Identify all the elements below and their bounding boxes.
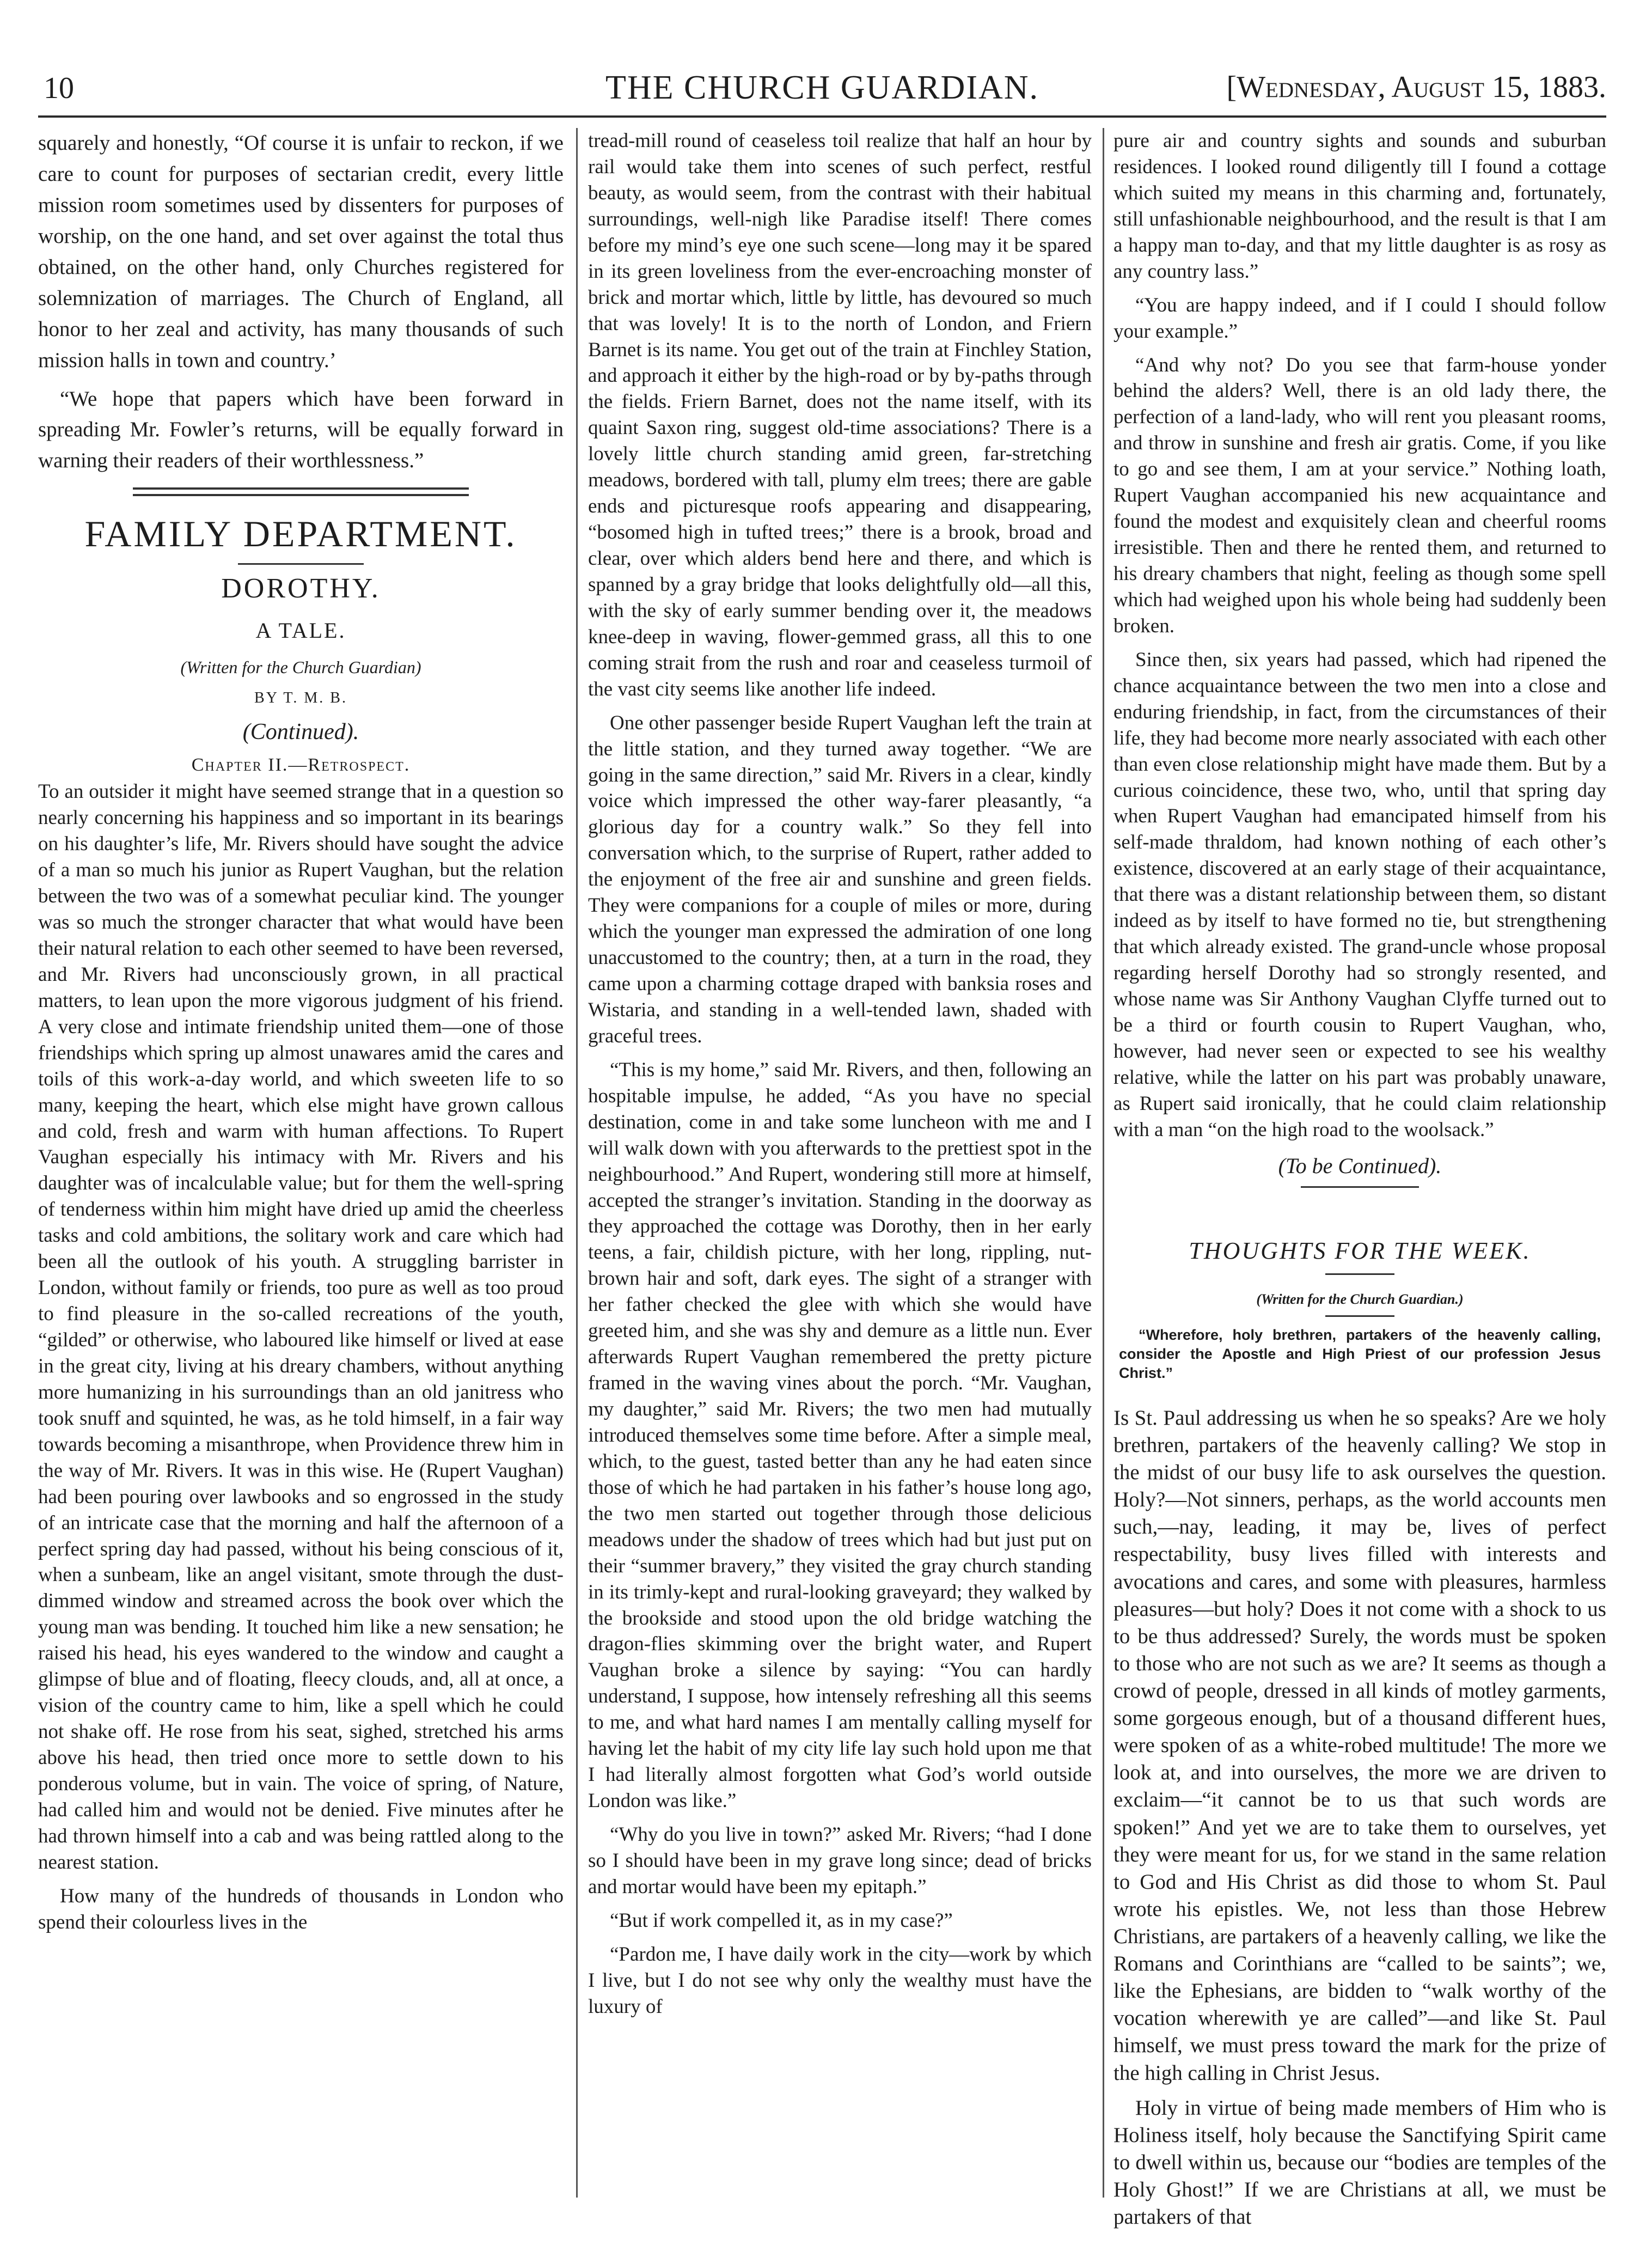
column-3 (1113, 128, 1606, 2229)
page-number: 10 (44, 71, 74, 105)
paragraph: How many of the hundreds of thousands in London who spend their colourless lives in the (38, 1884, 564, 1933)
paragraph: “And why not? Do you see that farm-house yonder behind the alders? Well, there is an old lady there, the perfection of a land-lady, who will rent you pleasant rooms, and throw in sunshine and fresh air gratis. Come, if you like to go and see them, I am at your service.” Nothing loath, Rupert Vaughan accompanied his new acquaintance and found the modest and exquisitely clean and cheerful rooms irresistible. Then and there he rented them, and returned to his dreary chambers that night, feeling as though some spell which had weighed upon his whole being had suddenly been broken. (1113, 353, 1606, 637)
written-for-note: (Written for the Church Guardian.) (1256, 1291, 1464, 1307)
newspaper-page (38, 33, 1606, 2233)
written-for-note: (Written for the Church Guardian) (180, 657, 421, 678)
department-heading: FAMILY DEPARTMENT. (84, 513, 517, 555)
section-heading: THOUGHTS FOR THE WEEK. (1189, 1237, 1531, 1264)
paragraph: One other passenger beside Rupert Vaughan left the train at the little station, and they turned away together. “We are going in the same direction,” said Mr. Rivers in a clear, kindly voice which impressed the other way-farer pleasantly, “a glorious day for a country walk.” So they fell into conversation which, to the surprise of Rupert, rather added to the enjoyment of the free air and sunshine and green fields. They were companions for a couple of miles or more, during which the younger man expressed the admiration of one long unaccustomed to the country; then, at a turn in the road, they came upon a charming cottage draped with banksia roses and Wistaria, and standing in a well-tended lawn, shaded with graceful trees. (588, 711, 1092, 1047)
paragraph: To an outsider it might have seemed strange that in a question so nearly concerning his happiness and so important in its bearings on his daughter’s life, Mr. Rivers should have sought the advice of a man so much his junior as Rupert Vaughan, but the relation between the two was of a somewhat peculiar kind. The younger was so much the stronger character that what would have been their natural relation to each other seemed to have been reversed, and Mr. Rivers had unconsciously grown, in all practical matters, to lean upon the more vigorous judgment of his friend. A very close and intimate friendship united them—one of those friendships which spring up almost unawares amid the cares and toils of this work-a-day world, and which sweeten life to so many, keeping the heart, which else might have grown callous and cold, fresh and warm with human affections. To Rupert Vaughan especially his intimacy with Mr. Rivers and his daughter was of incalculable value; but for them the well-spring of tenderness within him might have dried up amid the cheerless tasks and cold ambitions, the solitary work and care which had been all the outlook of his youth. A struggling barrister in London, without family or friends, too pure as well as too proud to find pleasure in the so-called recreations of the youth, “gilded” or otherwise, who laboured like himself or lived at ease in the great city, living at his dreary chambers, without anything more humanizing in his surroundings than an old janitress who took snuff and squinted, he was, as he told himself, in a fair way towards becoming a misanthrope, when Providence threw him in the way of Mr. Rivers. It was in this wise. He (Rupert Vaughan) had been pouring over lawbooks and so engrossed in the study of an intricate case that the morning and half the afternoon of a perfect spring day had passed, without his being conscious of it, when a sunbeam, like an angel visitant, smote through the dust-dimmed window and streamed across the book over which the young man was bending. It touched him like a new sensation; he raised his head, his eyes wandered to the window and caught a glimpse of blue and of floating, fleecy clouds, and, all at once, a vision of the country came to him, like a spell which he could not shake off. He rose from his seat, sighed, stretched his arms above his head, then tried once more to settle down to his ponderous volume, but in vain. The voice of spring, of Nature, had called him and would not be denied. Five minutes after he had thrown himself into a cab and was being rattled along to the nearest station. (38, 780, 564, 1873)
issue-date: [Wednesday, August 15, 1883. (1226, 70, 1606, 104)
column-divider (576, 128, 578, 2198)
paragraph: Since then, six years had passed, which had ripened the chance acquaintance between the two men into a close and enduring friendship, in fact, from the circumstances of their life, they had become more nearly associated with each other than even close relationship might have made them. But by a curious coincidence, these two, who, until that spring day when Rupert Vaughan had emancipated himself from his self-made thraldom, had known nothing of each other’s existence, discovered at an early stage of their acquaintance, that there was a distant relationship between them, so distant indeed as by itself to have formed no tie, but strengthening that which already existed. The grand-uncle whose proposal regarding herself Dorothy had so strongly resented, and whose name was Sir Anthony Vaughan Clyffe turned out to be a third or fourth cousin to Rupert Vaughan, who, however, had never seen or expected to see his wealthy relative, while the latter on his part was probably unaware, as Rupert said ironically, that he could claim relationship with a man “on the high road to the woolsack.” (1113, 648, 1606, 1141)
paragraph: “Why do you live in town?” asked Mr. Rivers; “had I done so I should have been in my grave long since; dead of bricks and mortar would have been my epitaph.” (588, 1823, 1092, 1898)
masthead-rule (38, 115, 1606, 118)
story-title: DOROTHY. (221, 573, 381, 605)
masthead (38, 65, 1606, 131)
section-divider (133, 487, 469, 496)
heading-rule (238, 563, 364, 565)
chapter-heading: Chapter II.—Retrospect. (191, 755, 411, 776)
paragraph: Is St. Paul addressing us when he so speaks? Are we holy brethren, partakers of the heavenly calling? We stop in the midst of our busy life to ask ourselves the question. Holy?—Not sinners, perhaps, as the world accounts men such,—nay, leading, it may be, lives of perfect respectability, busy lives filled with interests and avocations and cares, and some with pleasures, harmless pleasures—but holy? Does it not come with a shock to us to be thus addressed? Surely, the words must be spoken to those who are not such as we are? It seems as though a crowd of people, dressed in all kinds of motley garments, some gorgeous enough, but of a thousand different hues, were spoken of as a white-robed multitude! The more we look at, and into ourselves, the more we are driven to exclaim—“it cannot be to us that such words are spoken!” And yet we are to take them to ourselves, yet they were meant for us, for we stand in the same relation to God and His Christ as did those to whom St. Paul wrote his epistles. We, not less than those Hebrew Christians, are partakers of a heavenly calling, we like the Romans and Corinthians are “called to be saints”; we, like the Ephesians, are bidden to “walk worthy of the vocation wherewith ye are called”—and like St. Paul himself, we must press toward the mark for the prize of the high calling in Christ Jesus. (1113, 1406, 1606, 2085)
section-divider (1301, 1186, 1419, 1188)
paragraph: “You are happy indeed, and if I could I should follow your example.” (1113, 294, 1606, 343)
paragraph: “Pardon me, I have daily work in the city—work by which I live, but I do not see why only the wealthy must have the luxury of (588, 1943, 1092, 2018)
heading-rule (1325, 1273, 1394, 1275)
paragraph: “We hope that papers which have been forward in spreading Mr. Fowler’s returns, will be equally forward in warning their readers of their worthlessness.” (38, 387, 564, 473)
paragraph: pure air and country sights and sounds and suburban residences. I looked round diligently till I found a cottage which suited my means in this charming and, fortunately, still unfashionable neighbourhood, and the result is that I am a happy man to-day, and that my little daughter is as rosy as any country lass.” (1113, 130, 1606, 283)
thoughts-body (1113, 1405, 1606, 2231)
scripture-epigraph: “Wherefore, holy brethren, partakers of the heavenly calling, consider the Apostle and High Priest of our profession Jesus Christ.” (1119, 1326, 1601, 1381)
column-divider (1103, 128, 1104, 2198)
paragraph: “This is my home,” said Mr. Rivers, and then, following an hospitable impulse, he added, “As you have no special destination, come in and take some luncheon with me and I will walk down with you afterwards to the prettiest spot in the neighbourhood.” And Rupert, wondering still more at himself, accepted the stranger’s invitation. Standing in the doorway as they approached the cottage was Dorothy, then in her early teens, a fair, childish picture, with her long, rippling, nut-brown hair and soft, dark eyes. The sight of a stranger with her father checked the glee with which she would have greeted him, and she was shy and demure as a little nun. Ever afterwards Rupert Vaughan remembered the pretty picture framed in the waving vines about the porch. “Mr. Vaughan, my daughter,” said Mr. Rivers; the two men had mutually introduced themselves some time before. After a simple meal, which, to the guest, tasted better than any he had eaten since those of which he had partaken in his father’s house long ago, the two men started out together through those delicious meadows under the shadow of trees which had but just put on their “summer bravery,” they visited the gray church standing in its trimly-kept and rural-looking graveyard; they walked by the brookside and stood upon the old bridge watching the dragon-flies skimming over the bright water, and Rupert Vaughan broke a silence by saying: “You can hardly understand, I suppose, how intensely refreshing all this seems to me, and what hard names I am mentally calling myself for having let the habit of my city life lay such hold upon me that I had literally almost forgotten what God’s world outside London was like.” (588, 1058, 1092, 1812)
paragraph: Holy in virtue of being made members of Him who is Holiness itself, holy because the Sanctifying Spirit came to dwell within us, because our “bodies are temples of the Holy Ghost!” If we are Christians at all, we must be partakers of that (1113, 2096, 1606, 2229)
heading-rule (1325, 1315, 1394, 1317)
to-be-continued-note: (To be Continued). (1278, 1153, 1442, 1178)
continued-note: (Continued). (242, 719, 359, 745)
paragraph: tread-mill round of ceaseless toil realize that half an hour by rail would take them into scenes of such perfect, restful beauty, as would seem, from the contrast with their habitual surroundings, well-nigh like Paradise itself! There comes before my mind’s eye one such scene—long may it be spared in its green loveliness from the ever-encroaching monster of brick and mortar which, little by little, has devoured so much that was lovely! It is to the north of London, and Friern Barnet is its name. You get out of the train at Finchley Station, and approach it either by the high-road or by by-paths through the fields. Friern Barnet, does not the name itself, with its quaint Saxon ring, suggest old-time associations? There is a lovely little church standing amid green, far-stretching meadows, bordered with tall, plumy elm trees; there are gable ends and picturesque roofs appearing and disappearing, “bosomed high in tufted trees;” there is a brook, broad and clear, over which alders bend here and there, and which is spanned by a gray bridge that looks delightfully old—all this, with the sky of early summer bending over it, the meadows knee-deep in waving, flower-gemmed grass, all this to one coming strait from the rush and roar and ceaseless turmoil of the vast city seems like another life indeed. (588, 130, 1092, 700)
story-subtitle: A TALE. (255, 618, 346, 643)
column-1 (38, 128, 564, 2203)
paragraph: squarely and honestly, “Of course it is unfair to reckon, if we care to count for purposes of sectarian credit, every little mission room sometimes used by dissenters for purposes of worship, on the one hand, and set over against the total thus obtained, on the other hand, only Churches registered for solemnization of marriages. The Church of England, all honor to her zeal and activity, has many thousands of such mission halls in town and country.’ (38, 131, 564, 372)
paragraph: “But if work compelled it, as in my case?” (610, 1909, 953, 1932)
newspaper-title: THE CHURCH GUARDIAN. (605, 69, 1039, 106)
byline: BY T. M. B. (254, 689, 347, 707)
article-continuation (38, 128, 564, 477)
column-2 (588, 128, 1092, 2203)
